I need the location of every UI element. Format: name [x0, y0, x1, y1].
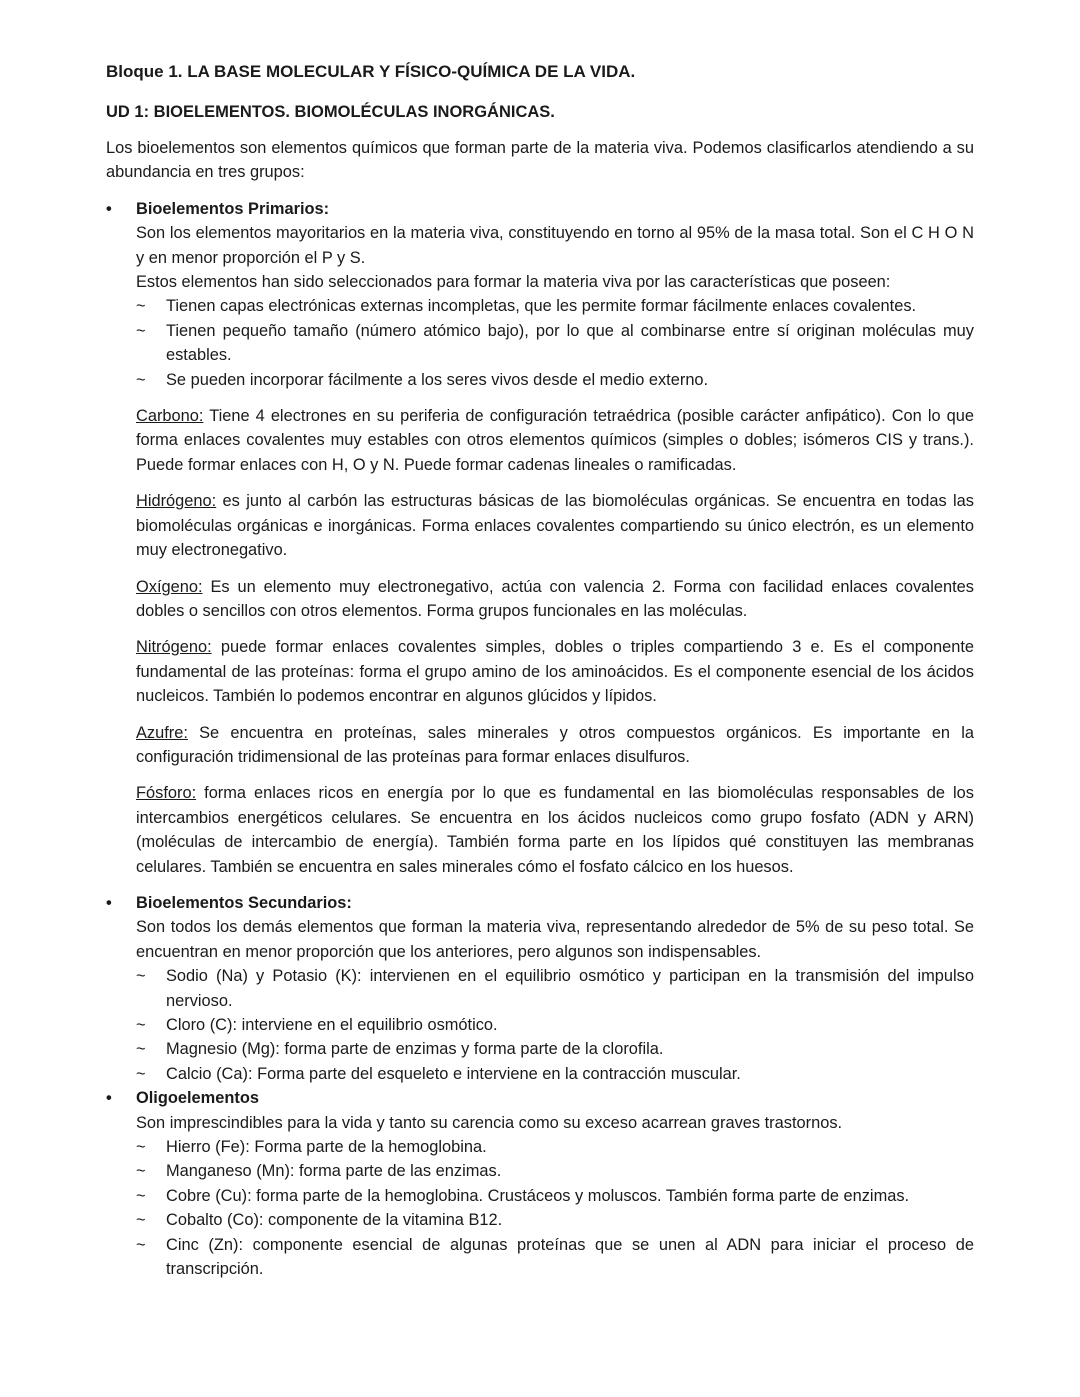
list-item-text: Se pueden incorporar fácilmente a los seres vivos desde el medio externo.: [166, 370, 709, 389]
list-item: [136, 1233, 974, 1282]
list-item-text: Cobalto (Co): componente de la vitamina B12.: [166, 1211, 503, 1230]
list-item: [136, 1013, 974, 1037]
element-paragraph: [136, 781, 974, 879]
element-paragraph: [136, 404, 974, 477]
list-item-text: Cinc (Zn): componente esencial de algunas proteínas que se unen al ADN para iniciar el proceso de transcripción.: [166, 1235, 974, 1279]
trace-elements-list: [136, 1135, 974, 1281]
section-heading: Bioelementos Primarios:: [136, 199, 330, 218]
bullet-icon: •: [106, 199, 112, 218]
list-item: [136, 368, 974, 392]
element-name: Nitrógeno:: [136, 638, 212, 657]
list-item: [136, 319, 974, 368]
trace-elements-section: [106, 1086, 974, 1281]
tilde-icon: ~: [136, 967, 146, 986]
tilde-icon: ~: [136, 1235, 146, 1254]
element-text: forma enlaces ricos en energía por lo que es fundamental en las biomoléculas responsables de los intercambios energéticos celulares. Se encuentra en los ácidos nucleicos como grupo fosfato (ADN y ARN) (moléculas de intercambio de energía). También forma parte en los lípidos qué constituyen las membranas celulares. También se encuentra en sales minerales cómo el fosfato cálcico en los huesos.: [136, 784, 974, 876]
element-paragraph: [136, 635, 974, 708]
element-name: Fósforo:: [136, 784, 197, 803]
element-paragraph: [136, 489, 974, 562]
tilde-icon: ~: [136, 1040, 146, 1059]
tilde-icon: ~: [136, 1138, 146, 1157]
list-item-text: Sodio (Na) y Potasio (K): intervienen en el equilibrio osmótico y participan en la transmisión del impulso nervioso.: [166, 967, 974, 1010]
list-item: [136, 1037, 974, 1061]
tilde-icon: ~: [136, 297, 146, 316]
list-item: [136, 294, 974, 318]
list-item-text: Tienen capas electrónicas externas incompletas, que les permite formar fácilmente enlaces covalentes.: [166, 297, 917, 316]
element-text: Se encuentra en proteínas, sales minerales y otros compuestos orgánicos. Es importante en la configuración tridimensional de las proteínas para formar enlaces disulfuros.: [136, 723, 974, 766]
tilde-icon: ~: [136, 1186, 146, 1205]
paragraph: Son todos los demás elementos que forman la materia viva, representando alrededor de 5% de su peso total. Se encuentran en menor proporción que los anteriores, pero algunos son indispensables.: [136, 918, 974, 961]
list-item: [136, 1208, 974, 1232]
tilde-icon: ~: [136, 1064, 146, 1083]
list-item-text: Cloro (C): interviene en el equilibrio osmótico.: [166, 1016, 498, 1034]
element-name: Azufre:: [136, 723, 188, 742]
list-item: [136, 1184, 974, 1208]
characteristics-list: [136, 294, 974, 392]
list-item-text: Calcio (Ca): Forma parte del esqueleto e interviene en la contracción muscular.: [166, 1064, 741, 1083]
list-item-text: Hierro (Fe): Forma parte de la hemoglobina.: [166, 1138, 487, 1157]
list-item-text: Cobre (Cu): forma parte de la hemoglobina. Crustáceos y moluscos. También forma parte de enzimas.: [166, 1186, 910, 1205]
secondary-elements-list: [136, 964, 974, 1086]
list-item: [136, 964, 974, 1013]
block-title: Bloque 1. LA BASE MOLECULAR Y FÍSICO-QUÍMICA DE LA VIDA.: [106, 62, 636, 81]
bullet-icon: •: [106, 893, 112, 912]
tilde-icon: ~: [136, 321, 146, 340]
list-item-text: Manganeso (Mn): forma parte de las enzimas.: [166, 1162, 502, 1181]
unit-title: UD 1: BIOELEMENTOS. BIOMOLÉCULAS INORGÁNICAS.: [106, 103, 555, 121]
element-name: Carbono:: [136, 407, 204, 426]
secondary-bioelements-section: [106, 891, 974, 1086]
primary-bioelements-section: [106, 197, 974, 879]
list-item-text: Tienen pequeño tamaño (número atómico bajo), por lo que al combinarse entre sí originan moléculas muy estables.: [166, 321, 974, 365]
list-item: [136, 1062, 974, 1086]
paragraph: Son los elementos mayoritarios en la materia viva, constituyendo en torno al 95% de la masa total. Son el C H O N y en menor proporción el P y S.: [136, 224, 974, 267]
element-paragraph: [136, 575, 974, 624]
tilde-icon: ~: [136, 1162, 146, 1181]
section-heading: Bioelementos Secundarios:: [136, 893, 352, 912]
tilde-icon: ~: [136, 1211, 146, 1230]
element-paragraph: [136, 721, 974, 770]
section-heading: Oligoelementos: [136, 1089, 259, 1108]
intro-paragraph: Los bioelementos son elementos químicos que forman parte de la materia viva. Podemos clasificarlos atendiendo a su abundancia en tres grupos:: [106, 139, 974, 182]
element-text: puede formar enlaces covalentes simples, dobles o triples compartiendo 3 e. Es el componente fundamental de las proteínas: forma el grupo amino de los aminoácidos. Es el componente esencial de los ácidos nucleicos. También lo podemos encontrar en algunos glúcidos y lípidos.: [136, 638, 974, 706]
bullet-icon: •: [106, 1089, 112, 1108]
element-text: Tiene 4 electrones en su periferia de configuración tetraédrica (posible carácter anfipático). Con lo que forma enlaces covalentes muy estables con otros elementos químicos (simples o dobles; isómeros CIS y trans.). Puede formar enlaces con H, O y N. Puede formar cadenas lineales o ramificadas.: [136, 407, 974, 474]
list-item-text: Magnesio (Mg): forma parte de enzimas y forma parte de la clorofila.: [166, 1040, 664, 1059]
paragraph: Son imprescindibles para la vida y tanto su carencia como su exceso acarrean graves trastornos.: [136, 1113, 843, 1132]
paragraph: Estos elementos han sido seleccionados para formar la materia viva por las características que poseen:: [136, 273, 891, 292]
list-item: [136, 1159, 974, 1183]
element-text: es junto al carbón las estructuras básicas de las biomoléculas orgánicas. Se encuentra en todas las biomoléculas orgánicas e inorgánicas. Forma enlaces covalentes compartiendo su único electrón, es un elemento muy electronegativo.: [136, 492, 974, 560]
tilde-icon: ~: [136, 1016, 146, 1034]
element-name: Oxígeno:: [136, 577, 203, 596]
tilde-icon: ~: [136, 370, 146, 389]
element-text: Es un elemento muy electronegativo, actúa con valencia 2. Forma con facilidad enlaces covalentes dobles o sencillos con otros elementos. Forma grupos funcionales en las moléculas.: [136, 577, 974, 620]
element-name: Hidrógeno:: [136, 492, 217, 511]
list-item: [136, 1135, 974, 1159]
